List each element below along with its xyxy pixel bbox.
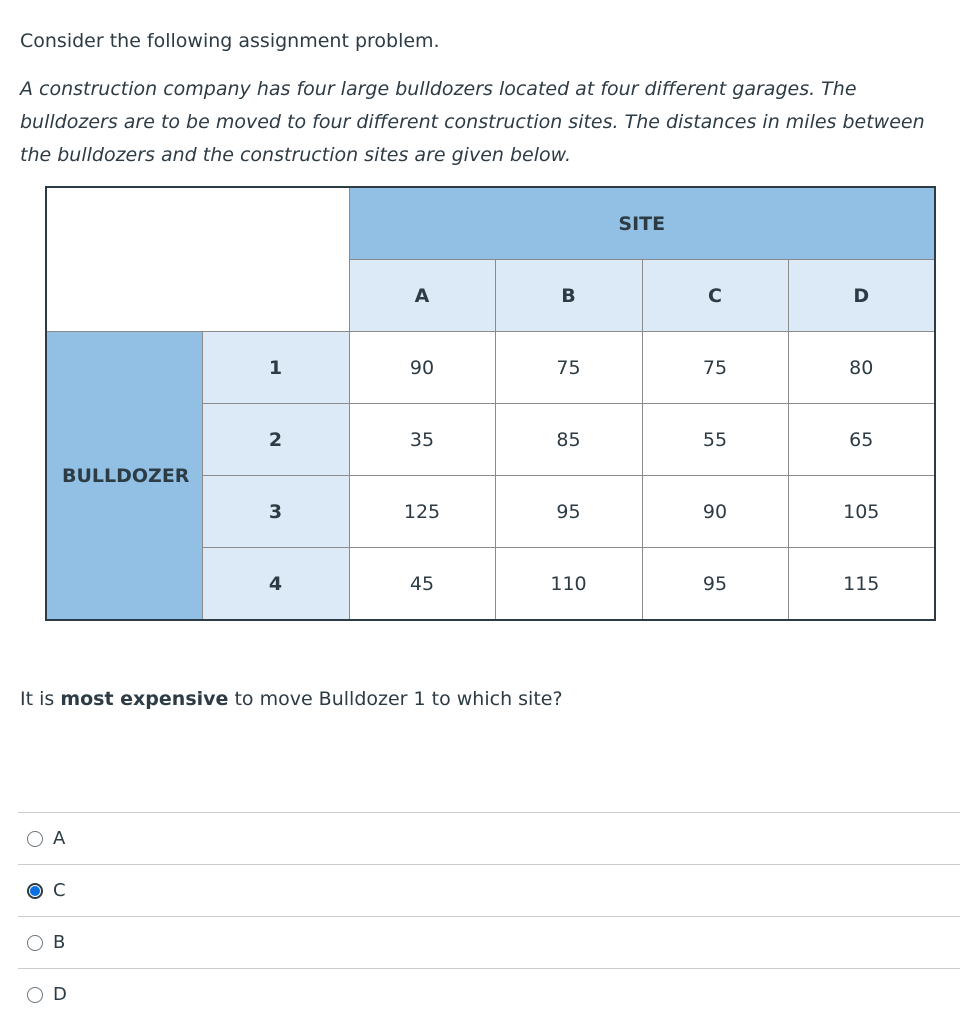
row-header-4: 4 (202, 548, 349, 621)
table-cell: 90 (349, 332, 495, 404)
column-header-a: A (349, 260, 495, 332)
table-cell: 90 (642, 476, 788, 548)
radio-button-selected[interactable] (27, 883, 43, 899)
answer-option-b[interactable] (18, 916, 960, 968)
table-cell: 110 (495, 548, 642, 621)
table-cell: 75 (642, 332, 788, 404)
answer-option-c[interactable] (18, 864, 960, 916)
answer-label: B (53, 932, 66, 953)
table-cell: 95 (495, 476, 642, 548)
column-header-c: C (642, 260, 788, 332)
scenario-text: A construction company has four large bulldozers located at four different garages. The bulldozers are to be moved to four different construction sites. The distances in miles between the bulldozers and the construction sites are given below. (20, 78, 925, 166)
answer-option-d[interactable] (18, 968, 960, 1020)
bulldozer-header: BULLDOZER (46, 332, 202, 621)
radio-button[interactable] (27, 831, 43, 847)
intro-text: Consider the following assignment problem. (20, 30, 440, 52)
row-header-2: 2 (202, 404, 349, 476)
table-cell: 80 (788, 332, 935, 404)
answer-label: A (53, 828, 66, 849)
column-header-b: B (495, 260, 642, 332)
answer-option-a[interactable] (18, 812, 960, 864)
answer-list (18, 812, 960, 1020)
site-header: SITE (349, 187, 935, 260)
table-cell: 75 (495, 332, 642, 404)
answer-label: D (53, 984, 67, 1005)
table-cell: 45 (349, 548, 495, 621)
table-cell: 65 (788, 404, 935, 476)
table-cell: 115 (788, 548, 935, 621)
table-cell: 95 (642, 548, 788, 621)
table-cell: 55 (642, 404, 788, 476)
table-cell: 105 (788, 476, 935, 548)
table-cell: 85 (495, 404, 642, 476)
answer-label: C (53, 880, 66, 901)
radio-button[interactable] (27, 987, 43, 1003)
question-suffix: to move Bulldozer 1 to which site? (228, 688, 563, 710)
table-corner (46, 187, 349, 332)
radio-button[interactable] (27, 935, 43, 951)
question-text (20, 685, 563, 713)
table-row (46, 332, 935, 404)
table-cell: 35 (349, 404, 495, 476)
table-cell: 125 (349, 476, 495, 548)
question-prefix: It is (20, 688, 61, 710)
distance-table (45, 186, 936, 621)
column-header-d: D (788, 260, 935, 332)
question-emphasis: most expensive (60, 688, 229, 710)
row-header-3: 3 (202, 476, 349, 548)
row-header-1: 1 (202, 332, 349, 404)
